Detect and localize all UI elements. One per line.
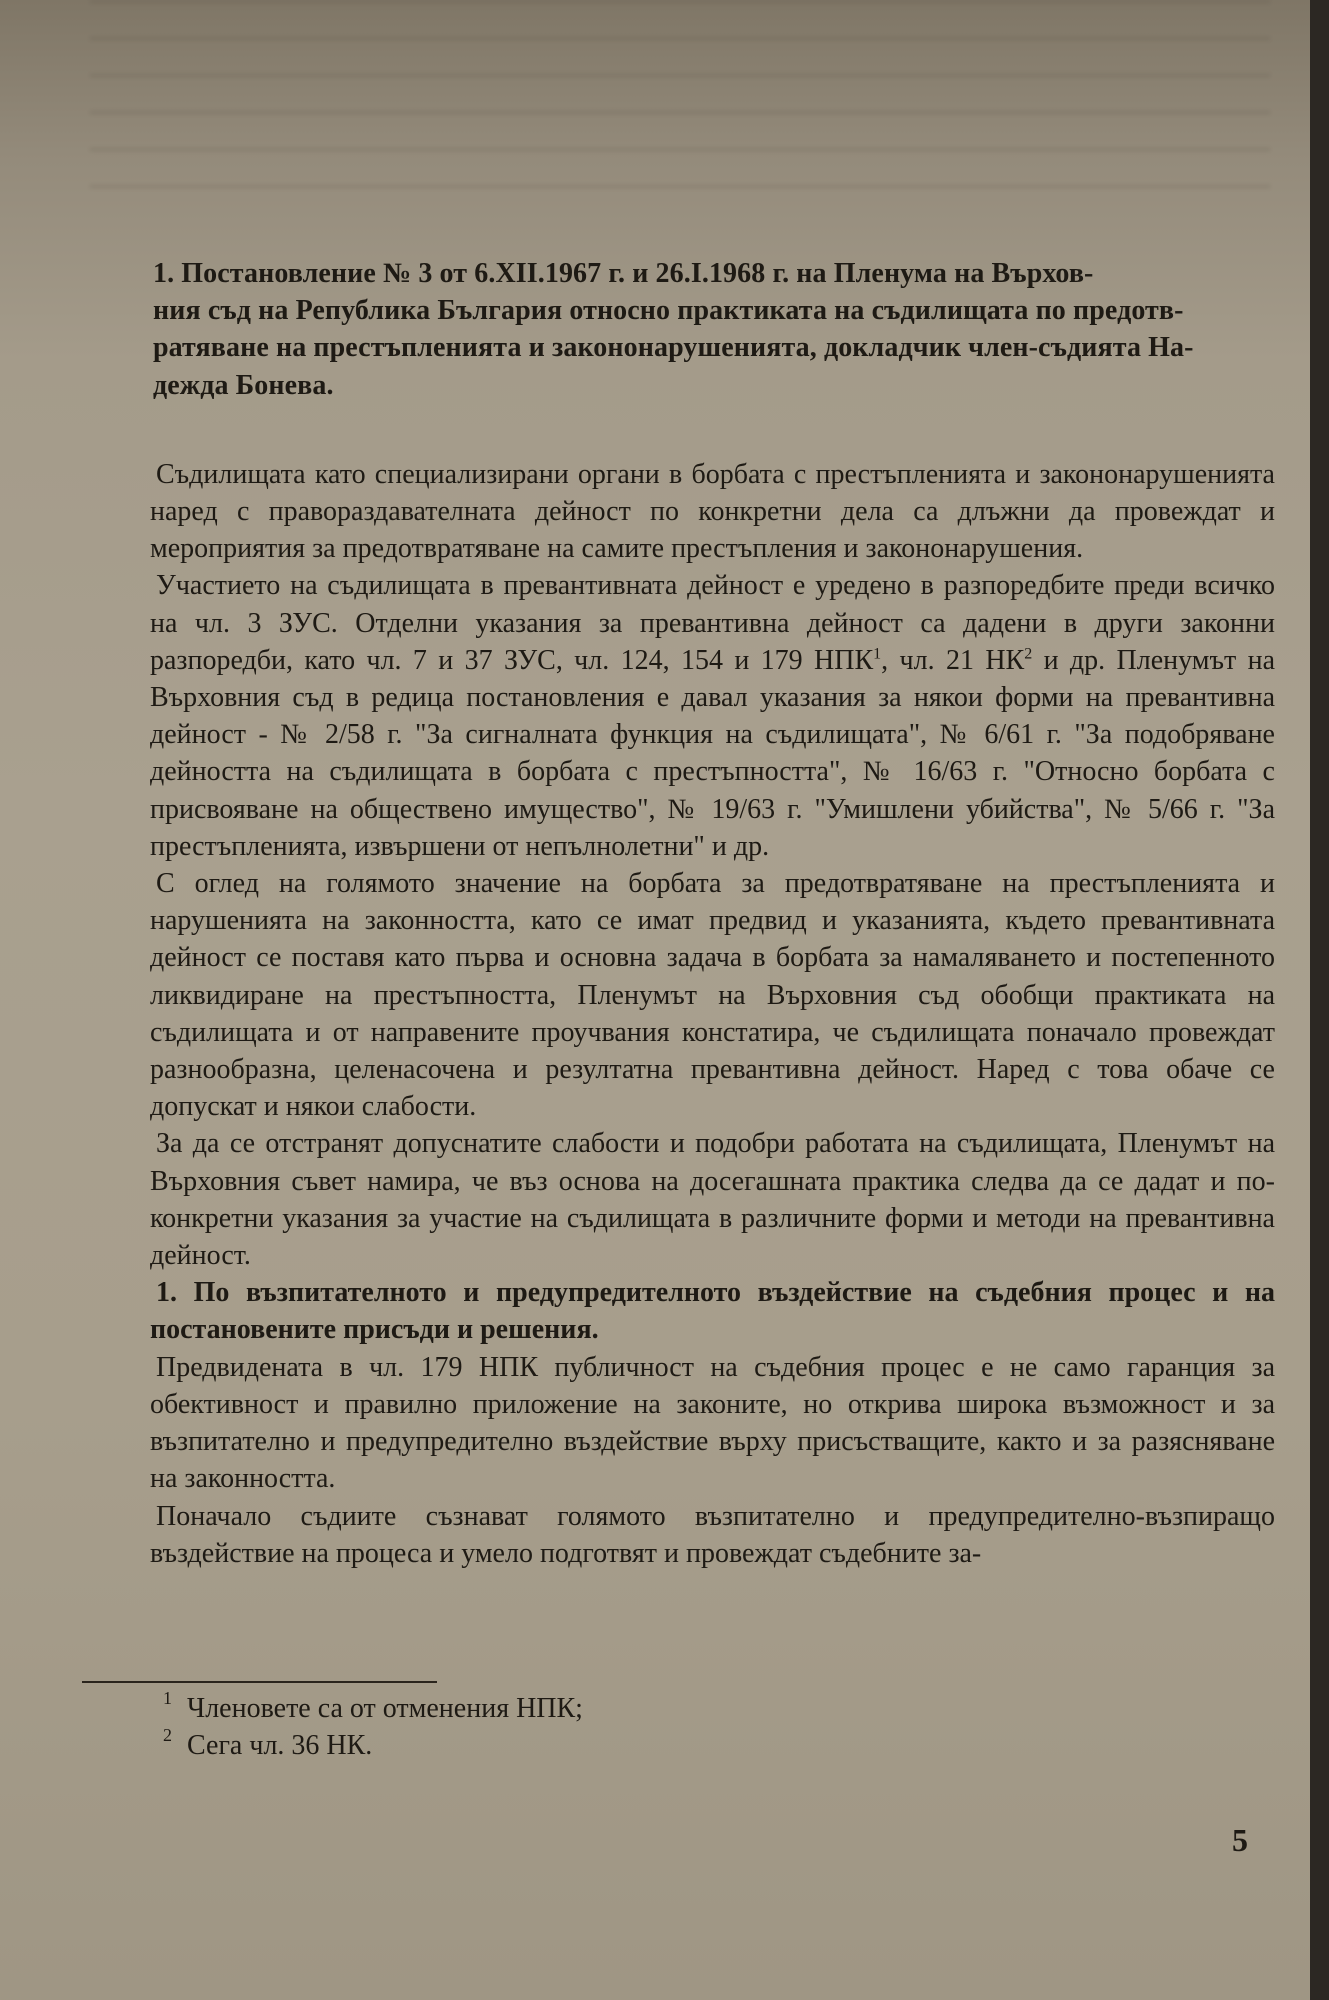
- footnote-ref-1: 1: [873, 645, 882, 663]
- footnote-2: 2 Сега чл. 36 НК.: [163, 1725, 373, 1761]
- page-number: 5: [1232, 1822, 1248, 1858]
- paragraph-4: За да се отстранят допуснатите слабости и подобри работата на съдилищата, Пленумът на Върховния съвет намира, че въз основа на досегашната практика следва да се дадат и по-конкретни указания за участие на съдилищата в различните форми и методи на превантивна дейност.: [150, 1128, 1275, 1272]
- paragraph-6: Поначало съдиите съзнават голямото възпитателно и предупредително-възпиращо въздействие на процеса и умело подготвят и провеждат съдебните за-: [150, 1500, 1275, 1569]
- footnote-divider: [82, 1681, 437, 1683]
- footnote-ref-2: 2: [1024, 645, 1033, 663]
- bleed-through-text: [90, 0, 1270, 200]
- paragraph-5: Предвидената в чл. 179 НПК публичност на съдебния процес е не само гаранция за обективност и правилно приложение на законите, но открива широка възможност и за възпитателно и предупредително въздействие върху присъстващите, както и за разясняване на законността.: [150, 1351, 1275, 1495]
- footnotes: [160, 1690, 583, 1764]
- paragraph-3: С оглед на голямото значение на борбата за предотвратяване на престъпленията и нарушенията на законността, като се имат предвид и указанията, където превантивната дейност се поставя като първа и основна задача в борбата за намаляването и постепенното ликвидиране на престъпността, Пленумът на Върховния съд обобщи практиката на съдилищата и от направените проучвания констатира, че съдилищата поначало провеждат разнообразна, целенасочена и резултатна превантивна дейност. Наред с това обаче се допускат и някои слабости.: [150, 868, 1275, 1123]
- footnote-1: 1 Членовете са от отменения НПК;: [163, 1688, 583, 1724]
- subsection-heading: 1. По възпитателното и предупредителното въздействие на съдебния процес и на постановените присъди и решения.: [150, 1277, 1275, 1346]
- paragraph-2: Участието на съдилищата в превантивната дейност е уредено в разпоредбите преди всичко на чл. 3 ЗУС. Отделни указания за превантивна дейност са дадени в други законни разпоредби, като чл. 7 и 37 ЗУС, чл. 124, 154 и 179 НПК$^1$, чл. 21 $НК^2$ и др. Пленумът на Върховния съд в редица постановления е давал указания за някои форми на превантивна дейност - № 2/58 г. "За сигналната функция на съдилищата", № 6/61 г. "За подобряване дейността на съдилищата в борбата с престъпността", № 16/63 г. "Относно борбата с присвояване на обществено имущество", № 19/63 г. "Умишлени убийства", № 5/66 г. "За престъпленията, извършени от непълнолетни" и др.: [150, 570, 1275, 862]
- book-edge: [1310, 0, 1329, 2000]
- paragraph-1: Съдилищата като специализирани органи в борбата с престъпленията и закононарушенията наред с правораздавателната дейност по конкретни дела са длъжни да провеждат и мероприятия за предотвратяване на самите престъпления и закононарушения.: [150, 458, 1275, 565]
- main-text: [150, 255, 1275, 1572]
- section-heading: 1. Постановление № 3 от 6.XII.1967 г. и 26.I.1968 г. на Пленума на Върхов- ния съд на Република България относно практиката на съдилищата по предотв- ратяване на престъпленията и закононарушенията, докладчик член-съдията На- дежда Бонева.: [153, 258, 1194, 401]
